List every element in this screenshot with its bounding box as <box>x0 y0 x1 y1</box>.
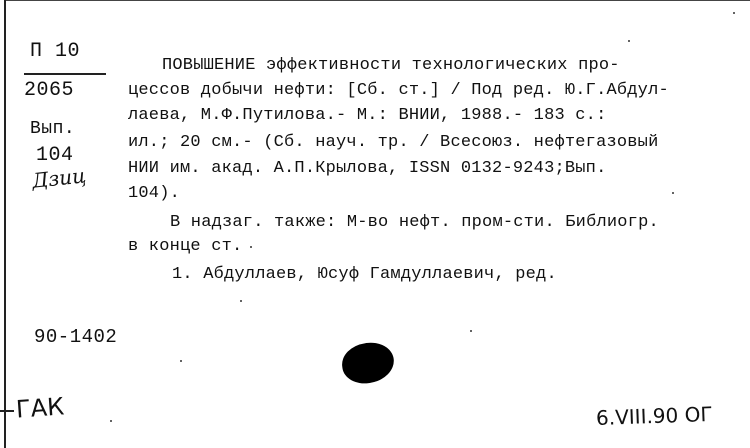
entry-line: НИИ им. акад. А.П.Крылова, ISSN 0132-9243;Вып. <box>128 159 607 178</box>
handwritten-note: Дзиц <box>30 163 88 193</box>
scan-speck <box>240 300 242 302</box>
scan-speck <box>180 360 182 362</box>
scan-speck <box>470 330 472 332</box>
entry-line: ил.; 20 см.- (Сб. науч. тр. / Всесоюз. нефтегазовый <box>128 133 659 152</box>
scan-speck <box>250 246 252 248</box>
shelfmark-divider <box>24 73 106 75</box>
entry-line: лаева, М.Ф.Путилова.- М.: ВНИИ, 1988.- 183 с.: <box>128 106 607 125</box>
accession-number: 90-1402 <box>34 326 118 348</box>
shelfmark-number: 2065 <box>24 79 75 102</box>
scan-speck <box>110 420 112 422</box>
scan-speck <box>628 40 630 42</box>
issue-label: Вып. <box>30 119 76 139</box>
issue-number: 104 <box>36 144 74 167</box>
card-top-edge <box>6 0 750 1</box>
scan-speck <box>672 192 674 194</box>
stamp-right: 6.VIII.90 ОГ <box>595 401 713 431</box>
scan-speck <box>733 12 735 14</box>
entry-line: ПОВЫШЕНИЕ эффективности технологических про- <box>162 56 620 75</box>
entry-line: 104). <box>128 184 181 203</box>
note-line: в конце ст. <box>128 237 243 256</box>
note-line: В надзаг. также: М-во нефт. пром-сти. Библиогр. <box>170 213 659 232</box>
stamp-tick <box>0 410 14 412</box>
entry-line: цессов добычи нефти: [Сб. ст.] / Под ред. Ю.Г.Абдул- <box>128 81 669 100</box>
shelfmark-code: П 10 <box>30 40 81 63</box>
stamp-left: ГАК <box>15 392 66 424</box>
card-left-border <box>4 0 6 448</box>
ink-blot <box>339 340 396 387</box>
tracing-line: 1. Абдуллаев, Юсуф Гамдуллаевич, ред. <box>172 265 557 284</box>
